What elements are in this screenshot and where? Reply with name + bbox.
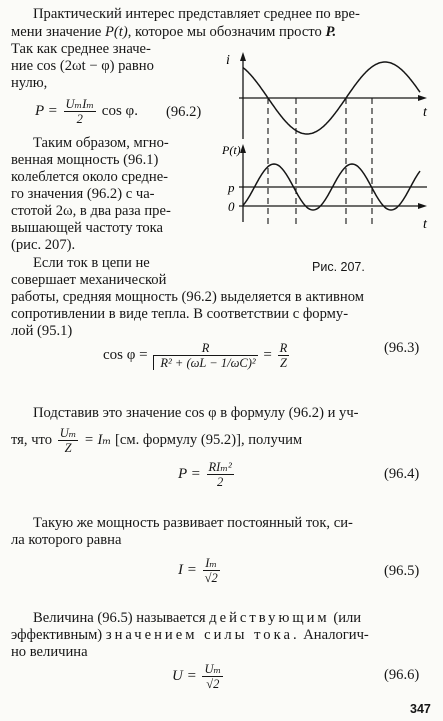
figure-caption: Рис. 207. (312, 260, 365, 274)
text-line: но величина (11, 644, 88, 660)
text-line: Подставив это значение cos φ в формулу (96.2) и уч- (33, 405, 359, 421)
text-line: Так как среднее значе- (11, 41, 151, 57)
bottom-y-arrow (240, 144, 246, 153)
equation-number: (96.5) (384, 563, 420, 579)
mean-label: p (228, 180, 235, 195)
text-line: тя, что $\frac{\text{Uₘ}}{Z}$ = Iₘ [см. формулу (95.2)], получим (11, 426, 303, 455)
text-line: Таким образом, мгно- (33, 135, 169, 151)
bottom-y-label: P(t) (222, 143, 241, 157)
text-line: ние cos (2ωt − φ) равно (11, 58, 154, 74)
text-line: Такую же мощность развивает постоянный ток, си- (33, 515, 353, 531)
text-line: вышающей частоту тока (11, 220, 164, 236)
top-y-label: i (226, 53, 230, 68)
current-graph (226, 52, 428, 139)
text-line: стотой 2ω, в два раза пре- (11, 203, 171, 219)
equation-96-3: cos φ = $\frac{R}{\text{R² + (ωL − 1/ωC)²}}$ = $\frac{R}{Z}$ (103, 341, 288, 370)
text-line: колеблется около средне- (11, 169, 169, 185)
text-line: Практический интерес представляет среднее по вре- (33, 6, 360, 22)
zero-crossing-dashes (268, 98, 372, 224)
text-line: эффективным) значением силы тока. Аналогич- (11, 627, 369, 643)
page-number: 347 (410, 702, 431, 716)
text-line: венная мощность (96.1) (11, 152, 159, 168)
top-x-arrow (418, 95, 427, 101)
equation-96-4: P = $\frac{\text{RIₘ²}}{2}$ (178, 460, 232, 489)
text-line: работы, средняя мощность (96.2) выделяется в активном (11, 289, 364, 305)
equation-96-6: U = $\frac{\text{Uₘ}}{√2}$ (172, 662, 222, 691)
equation-number: (96.3) (384, 340, 420, 356)
top-y-arrow (240, 52, 246, 61)
figure-207 (222, 44, 438, 259)
text-line: нулю, (11, 75, 48, 91)
bottom-x-label: t (423, 217, 427, 232)
bottom-x-arrow (418, 203, 427, 209)
equation-number: (96.4) (384, 466, 420, 482)
top-x-label: t (423, 105, 427, 120)
zero-label: 0 (228, 199, 235, 214)
power-graph (222, 143, 428, 232)
text-line: Величина (96.5) называется действующим (или (33, 610, 362, 626)
text-line: лой (95.1) (11, 323, 73, 339)
equation-number: (96.6) (384, 667, 420, 683)
text-line: (рис. 207). (11, 237, 76, 253)
equation-number: (96.2) (166, 104, 202, 120)
text-line: ла которого равна (11, 532, 122, 548)
equation-96-5: I = $\frac{\text{Iₘ}}{√2}$ (178, 556, 218, 585)
text-line: сопротивлении в виде тепла. В соответствии с форму- (11, 306, 349, 322)
text-line: совершает механической (11, 272, 167, 288)
text-line: Если ток в цепи не (33, 255, 150, 271)
text-line: мени значение P(t), которое мы обозначим просто P. (11, 24, 337, 40)
text-line: го значения (96.2) с ча- (11, 186, 155, 202)
equation-96-2: P = $\frac{\text{UₘIₘ}}{2}$ cos φ. (35, 97, 138, 126)
